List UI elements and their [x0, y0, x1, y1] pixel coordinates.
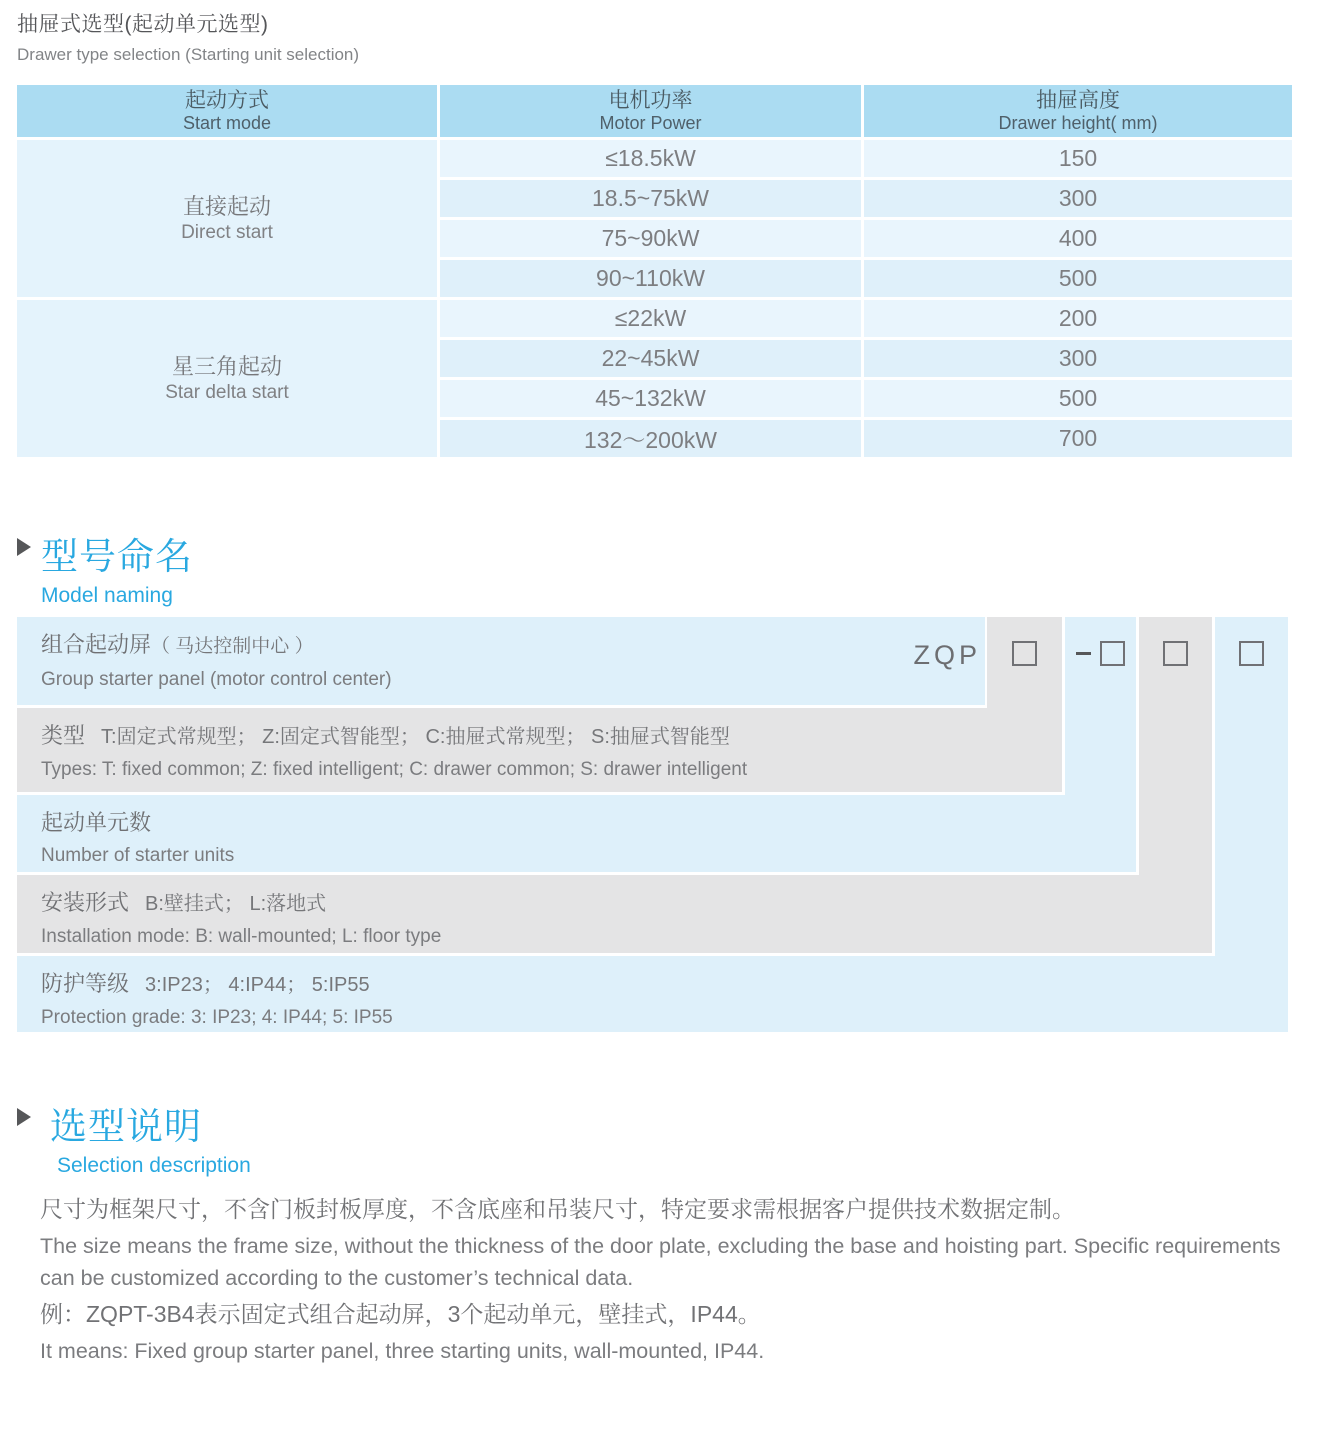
col-header-drawer-height-zh: 抽屉高度 [1036, 88, 1120, 112]
triangle-bullet-icon [17, 538, 31, 556]
diagram-row2-zh-label: 类型 [41, 723, 86, 748]
diagram-row-types [17, 708, 1062, 792]
col-header-motor-power-en: Motor Power [599, 112, 702, 133]
diagram-row4-zh [41, 890, 1212, 917]
selection-paragraph-zh: 尺寸为框架尺寸，不含门板封板厚度，不含底座和吊装尺寸，特定要求需根据客户提供技术数据定制。 [40, 1196, 1075, 1222]
selection-description-text [40, 1193, 1288, 1371]
triangle-bullet-icon [17, 1108, 31, 1126]
diagram-row2-zh-desc: T:固定式常规型； Z:固定式智能型； C:抽屉式常规型； S:抽屉式智能型 [101, 726, 730, 748]
model-naming-heading-en: Model naming [41, 584, 173, 607]
selection-paragraph-en: The size means the frame size, without the thickness of the door plate, excluding the base and hoisting part. Specific requirements can be customized according to the customer’s technical data. [40, 1234, 1281, 1290]
cell-drawer-height: 300 [863, 179, 1294, 219]
diagram-row2-zh [41, 723, 1062, 750]
table-row [16, 299, 1294, 339]
cell-motor-power: 75~90kW [439, 219, 863, 259]
diagram-row-starter-units [17, 795, 1136, 872]
col-header-motor-power [439, 84, 863, 139]
selection-heading-en: Selection description [57, 1154, 251, 1177]
start-mode-star-delta-en: Star delta start [165, 381, 289, 403]
diagram-row1-zh-label: 组合起动屏 [41, 632, 152, 657]
code-box-icon [1163, 641, 1188, 666]
col-header-drawer-height-en: Drawer height( mm) [998, 112, 1158, 133]
code-box-icon [1100, 641, 1125, 666]
start-mode-star-delta-cell [16, 299, 439, 459]
page-title [17, 8, 359, 65]
diagram-row3-en: Number of starter units [41, 845, 235, 866]
start-mode-direct-cell [16, 139, 439, 299]
start-mode-direct-en: Direct start [181, 221, 273, 243]
diagram-row3-zh: 起动单元数 [41, 810, 152, 835]
diagram-row5-zh-desc: 3:IP23； 4:IP44； 5:IP55 [145, 974, 370, 996]
table-header-row [16, 84, 1294, 139]
diagram-row4-zh-label: 安装形式 [41, 890, 130, 915]
diagram-row5-zh-label: 防护等级 [41, 971, 130, 996]
cell-motor-power: 132～200kW [439, 419, 863, 459]
cell-motor-power: 18.5~75kW [439, 179, 863, 219]
diagram-row1-zh [41, 632, 392, 660]
model-prefix-code: ZQP [913, 640, 981, 670]
selection-example-en: It means: Fixed group starter panel, three starting units, wall-mounted, IP44. [40, 1339, 765, 1363]
cell-drawer-height: 500 [863, 379, 1294, 419]
cell-drawer-height: 400 [863, 219, 1294, 259]
cell-motor-power: ≤22kW [439, 299, 863, 339]
dash-icon [1076, 652, 1091, 655]
col-header-start-mode-zh: 起动方式 [185, 88, 269, 112]
cell-motor-power: 90~110kW [439, 259, 863, 299]
selection-heading-zh: 选型说明 [50, 1106, 202, 1147]
cell-drawer-height: 300 [863, 339, 1294, 379]
selection-example-zh: 例：ZQPT-3B4表示固定式组合起动屏，3个起动单元，壁挂式，IP44。 [40, 1301, 761, 1327]
cell-drawer-height: 700 [863, 419, 1294, 459]
selection-description-section-heading [17, 1096, 251, 1178]
code-box-icon [1239, 641, 1264, 666]
diagram-row-installation-mode [17, 875, 1212, 953]
drawer-selection-table [14, 82, 1295, 460]
diagram-row2-en: Types: T: fixed common; Z: fixed intelligent; C: drawer common; S: drawer intelligent [41, 759, 748, 780]
diagram-row5-en: Protection grade: 3: IP23; 4: IP44; 5: IP55 [41, 1007, 393, 1028]
cell-drawer-height: 200 [863, 299, 1294, 339]
diagram-row1-en: Group starter panel (motor control center) [41, 669, 392, 690]
model-naming-diagram [17, 617, 1289, 1033]
model-naming-heading-zh: 型号命名 [41, 536, 193, 577]
diagram-row4-zh-desc: B:壁挂式； L:落地式 [145, 893, 327, 915]
col-header-start-mode-en: Start mode [182, 112, 272, 133]
cell-drawer-height: 500 [863, 259, 1294, 299]
page-title-zh: 抽屉式选型(起动单元选型) [17, 13, 269, 36]
drawer-selection-table-wrap [14, 82, 1295, 460]
table-row [16, 139, 1294, 179]
diagram-row4-en: Installation mode: B: wall-mounted; L: floor type [41, 926, 442, 947]
cell-motor-power: 22~45kW [439, 339, 863, 379]
col-header-start-mode [16, 84, 439, 139]
col-header-drawer-height [863, 84, 1294, 139]
diagram-row-protection-grade [17, 956, 1288, 1032]
start-mode-star-delta-zh: 星三角起动 [171, 353, 282, 379]
cell-motor-power: ≤18.5kW [439, 139, 863, 179]
cell-motor-power: 45~132kW [439, 379, 863, 419]
model-naming-section-heading [17, 526, 193, 608]
start-mode-direct-zh: 直接起动 [182, 193, 271, 219]
cell-drawer-height: 150 [863, 139, 1294, 179]
diagram-row5-zh [41, 971, 1288, 998]
diagram-row1-zh-paren: （ 马达控制中心 ） [151, 636, 314, 657]
page-title-en: Drawer type selection (Starting unit selection) [17, 45, 360, 64]
code-box-icon [1012, 641, 1037, 666]
col-header-motor-power-zh: 电机功率 [608, 88, 693, 112]
diagram-row-group-starter-panel [17, 617, 985, 705]
